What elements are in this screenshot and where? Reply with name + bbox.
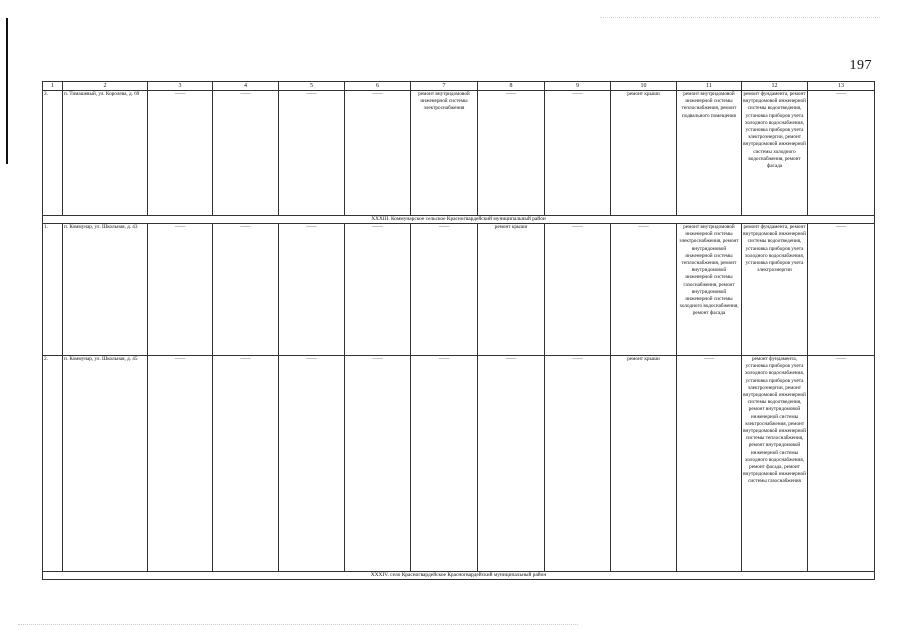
section-header-row bbox=[43, 216, 875, 224]
section-header-row bbox=[43, 572, 875, 580]
empty-dash-cell: —— bbox=[279, 224, 345, 356]
empty-dash-cell: —— bbox=[148, 356, 213, 572]
empty-dash-cell: —— bbox=[345, 356, 411, 572]
house-address: п. Тимашевый, ул. Королева, д. 69 bbox=[63, 91, 148, 216]
column-number-row bbox=[43, 82, 875, 91]
page-number: 197 bbox=[849, 58, 872, 73]
empty-dash-cell: —— bbox=[345, 224, 411, 356]
column-header: 2 bbox=[63, 82, 148, 91]
empty-dash-cell: —— bbox=[808, 91, 875, 216]
empty-dash-cell: —— bbox=[411, 224, 478, 356]
column-header: 11 bbox=[677, 82, 742, 91]
column-header: 12 bbox=[742, 82, 808, 91]
empty-dash-cell: —— bbox=[808, 224, 875, 356]
empty-dash-cell: —— bbox=[148, 91, 213, 216]
empty-dash-cell: —— bbox=[345, 91, 411, 216]
repair-work-cell: ремонт крыши bbox=[611, 356, 677, 572]
column-header: 6 bbox=[345, 82, 411, 91]
repair-schedule-table bbox=[42, 81, 875, 580]
empty-dash-cell: —— bbox=[279, 356, 345, 572]
column-header: 5 bbox=[279, 82, 345, 91]
repair-work-cell: ремонт фундамента, ремонт внутридомовой инженерной системы водоотведения, установка приборов учета холодного водоснабжения, установка приборов учета электроэнергии, ремонт внутридомовой инженерной системы холодного водоснабжения, ремонт фасада bbox=[742, 91, 808, 216]
repair-work-cell: ремонт внутридомовой инженерной системы электроснабжения, ремонт внутридомовой инженерной системы теплоснабжения, ремонт внутридомовой инженерной системы газоснабжения, ремонт внутридомовой инженерной системы холодного водоснабжения, ремонт фасада bbox=[677, 224, 742, 356]
empty-dash-cell: —— bbox=[677, 356, 742, 572]
empty-dash-cell: —— bbox=[213, 356, 279, 572]
repair-work-cell: ремонт фундамента, установка приборов учета холодного водоснабжения, установка приборов учета электроэнергии, ремонт внутридомовой инженерной системы водоотведения, ремонт внутридомовой инженерной системы электроснабжения, ремонт внутридомовой инженерной системы теплоснабжения, ремонт внутридомовой инженерной системы холодного водоснабжения, ремонт фасада, ремонт внутридомовой инженерной системы газоснабжения bbox=[742, 356, 808, 572]
column-header: 1 bbox=[43, 82, 63, 91]
empty-dash-cell: —— bbox=[279, 91, 345, 216]
empty-dash-cell: —— bbox=[478, 356, 545, 572]
column-header: 10 bbox=[611, 82, 677, 91]
repair-work-cell: ремонт крыши bbox=[611, 91, 677, 216]
empty-dash-cell: —— bbox=[808, 356, 875, 572]
section-title: XXXIII. Коммунарское сельское Красногвардейский муниципальный район bbox=[43, 216, 875, 224]
repair-work-cell: ремонт крыши bbox=[478, 224, 545, 356]
column-header: 13 bbox=[808, 82, 875, 91]
column-header: 9 bbox=[545, 82, 611, 91]
scan-artifact bbox=[18, 624, 578, 626]
empty-dash-cell: —— bbox=[545, 224, 611, 356]
row-number: 3. bbox=[43, 91, 63, 216]
repair-work-cell: ремонт внутридомовой инженерной системы электроснабжения bbox=[411, 91, 478, 216]
column-header: 8 bbox=[478, 82, 545, 91]
empty-dash-cell: —— bbox=[611, 224, 677, 356]
house-address: п. Коммунар, ул. Школьная, д. 43 bbox=[63, 224, 148, 356]
empty-dash-cell: —— bbox=[213, 91, 279, 216]
table-row bbox=[43, 91, 875, 216]
table-row bbox=[43, 356, 875, 572]
column-header: 7 bbox=[411, 82, 478, 91]
empty-dash-cell: —— bbox=[213, 224, 279, 356]
empty-dash-cell: —— bbox=[411, 356, 478, 572]
column-header: 4 bbox=[213, 82, 279, 91]
scan-artifact bbox=[600, 17, 880, 19]
column-header: 3 bbox=[148, 82, 213, 91]
empty-dash-cell: —— bbox=[148, 224, 213, 356]
repair-work-cell: ремонт фундамента, ремонт внутридомовой инженерной системы водоотведения, установка приборов учета холодного водоснабжения, установка приборов учета электроэнергии bbox=[742, 224, 808, 356]
empty-dash-cell: —— bbox=[545, 91, 611, 216]
empty-dash-cell: —— bbox=[478, 91, 545, 216]
section-title: XXXIV. село Красногвардейское Красногвардейский муниципальный район bbox=[43, 572, 875, 580]
empty-dash-cell: —— bbox=[545, 356, 611, 572]
table-row bbox=[43, 224, 875, 356]
row-number: 2. bbox=[43, 356, 63, 572]
repair-work-cell: ремонт внутридомовой инженерной системы теплоснабжения, ремонт подвального помещения bbox=[677, 91, 742, 216]
row-number: 1. bbox=[43, 224, 63, 356]
house-address: п. Коммунар, ул. Школьная, д. 45 bbox=[63, 356, 148, 572]
scan-margin-bar bbox=[6, 18, 8, 164]
